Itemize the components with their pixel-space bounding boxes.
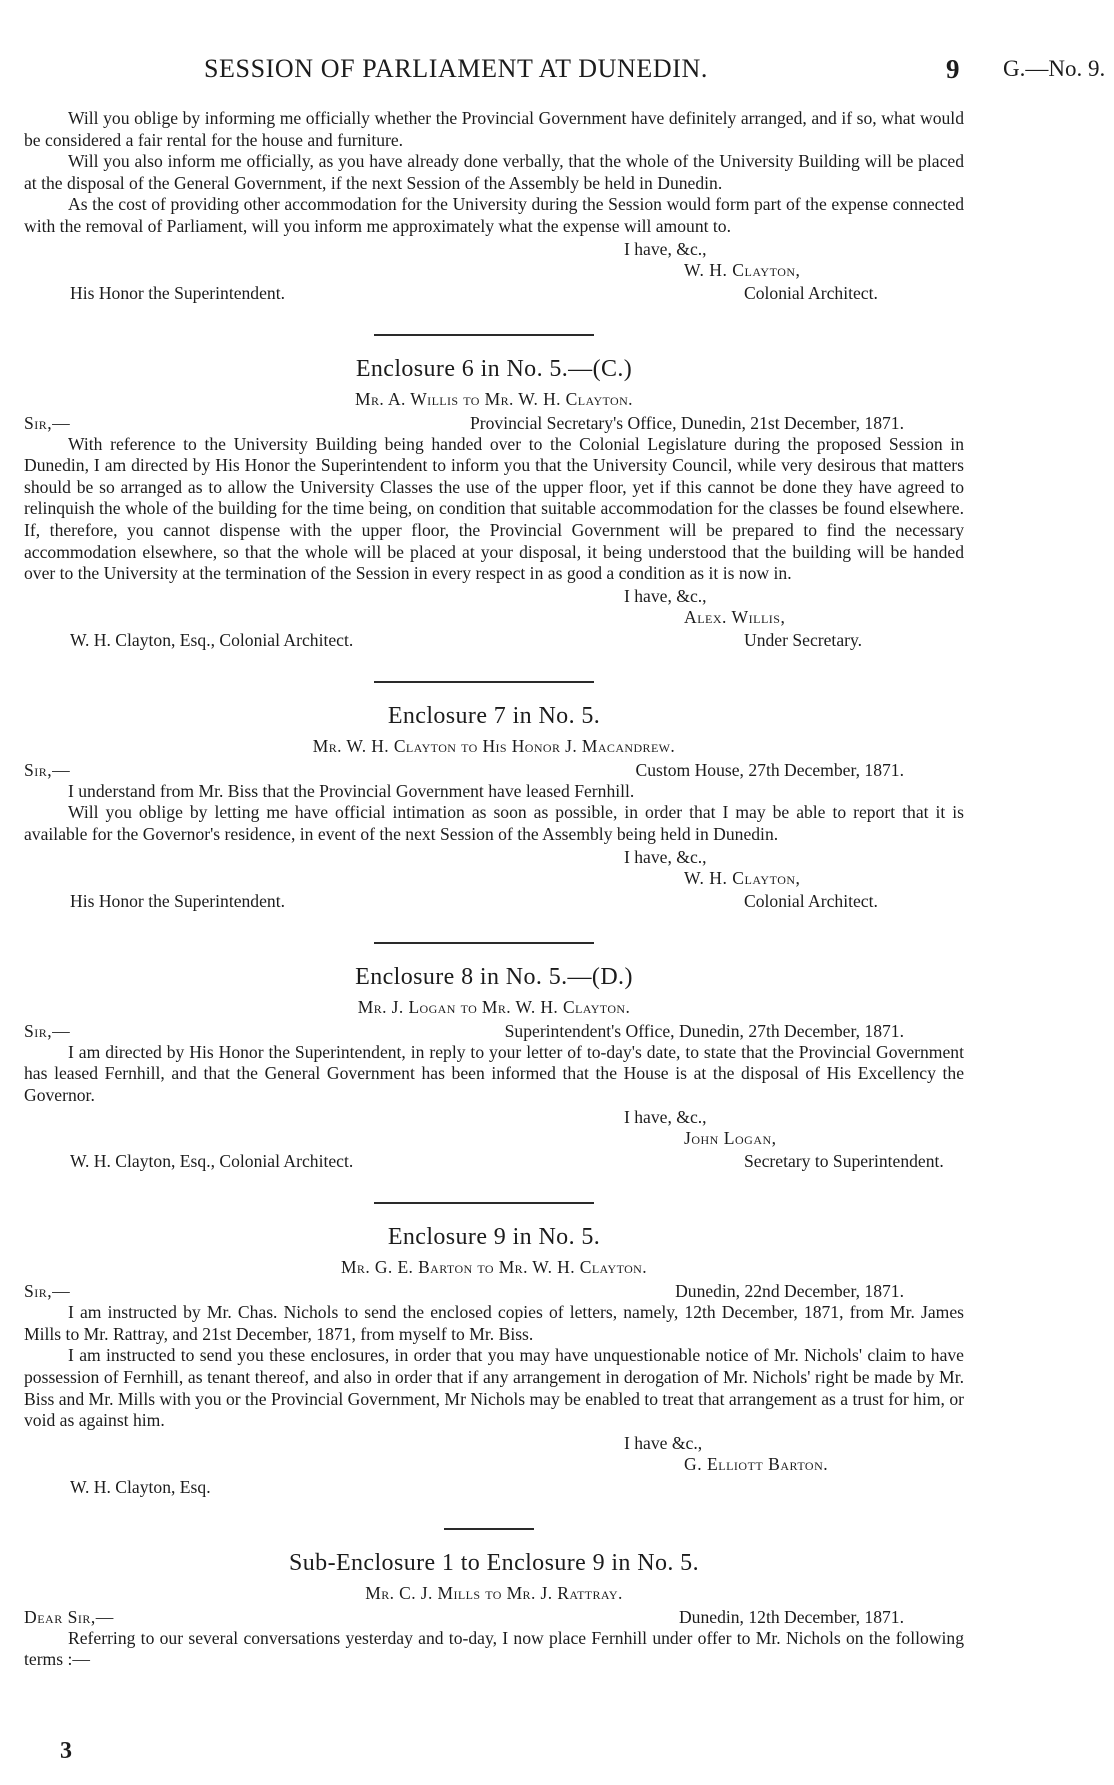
section-divider: [374, 334, 594, 336]
paragraph: As the cost of providing other accommodation for the University during the Session would form part of the expense connected with the removal of Parliament, will you inform me approximately what the expense will amount to.: [24, 194, 964, 236]
salutation-line: [24, 1020, 964, 1042]
opening-letter: [24, 108, 964, 326]
addressee: His Honor the Superintendent.: [70, 282, 285, 303]
paragraph: With reference to the University Building being handed over to the Colonial Legislature during the proposed Session in Dunedin, I am directed by His Honor the Superintendent to inform you that the University Council, while very desirous that matters should be so arranged as to allow the University Classes the use of the upper floor, yet if this cannot be done they have agreed to relinquish the whole of the building for the time being, on condition that suitable accommodation for the classes be found elsewhere. If, therefore, you cannot dispense with the upper floor, the Provincial Government will be prepared to find the necessary accommodation elsewhere, so that the whole will be placed at your disposal, it being understood that the building will be handed over to the University at the termination of the Session in every respect in as good a condition as it is now in.: [24, 433, 964, 584]
enclosure-9: [24, 1222, 964, 1520]
signer-role: Secretary to Superintendent.: [744, 1151, 944, 1172]
salutation-line: [24, 412, 964, 434]
signer-name: W. H. Clayton,: [684, 259, 801, 280]
page-content: [24, 108, 964, 1671]
closing-phrase: I have, &c.,: [624, 238, 707, 259]
salutation-line: [24, 759, 964, 781]
salutation: Sir,—: [24, 412, 71, 433]
enclosure-6: [24, 354, 964, 673]
closing-phrase: I have &c.,: [624, 1432, 703, 1453]
place-date: Dunedin, 22nd December, 1871.: [675, 1281, 904, 1302]
enclosure-title: Enclosure 9 in No. 5.: [387, 1224, 601, 1251]
closing-phrase: I have, &c.,: [624, 846, 707, 867]
sub-enclosure-1: [24, 1548, 964, 1671]
enclosure-title: Sub-Enclosure 1 to Enclosure 9 in No. 5.: [289, 1549, 699, 1576]
closing-phrase: I have, &c.,: [624, 1107, 707, 1128]
signer-role: Colonial Architect.: [744, 282, 878, 303]
paragraph: Will you oblige by informing me officially whether the Provincial Government have definitely arranged, and if so, what would be considered a fair rental for the house and furniture.: [24, 108, 964, 150]
salutation-line: [24, 1606, 964, 1628]
paragraph: Will you oblige by letting me have official intimation as soon as possible, in order that I may be able to report that it is available for the Governor's residence, in event of the next Session of the Assembly being held in Dunedin.: [24, 802, 964, 844]
section-divider: [374, 942, 594, 944]
salutation: Dear Sir,—: [24, 1606, 114, 1627]
addressee: W. H. Clayton, Esq., Colonial Architect.: [70, 1151, 354, 1172]
signoff: [24, 1432, 964, 1520]
salutation: Sir,—: [24, 1020, 71, 1041]
signer-role: Under Secretary.: [744, 629, 863, 650]
enclosure-subtitle: Mr. J. Logan to Mr. W. H. Clayton.: [357, 996, 631, 1017]
place-date: Dunedin, 12th December, 1871.: [678, 1606, 904, 1627]
salutation: Sir,—: [24, 1281, 71, 1302]
page-number: 9: [946, 54, 960, 84]
enclosure-subtitle: Mr. A. Willis to Mr. W. H. Clayton.: [355, 388, 633, 409]
signer-name: W. H. Clayton,: [684, 867, 801, 888]
enclosure-title: Enclosure 7 in No. 5.: [387, 702, 601, 729]
signoff: [24, 1106, 964, 1194]
enclosure-7: [24, 701, 964, 934]
section-divider: [374, 681, 594, 683]
section-divider: [444, 1528, 534, 1530]
signer-role: Colonial Architect.: [744, 890, 878, 911]
section-divider: [374, 1202, 594, 1204]
addressee: His Honor the Superintendent.: [70, 890, 285, 911]
enclosure-subtitle: Mr. C. J. Mills to Mr. J. Rattray.: [365, 1582, 623, 1603]
place-date: Custom House, 27th December, 1871.: [635, 759, 904, 780]
paragraph: I understand from Mr. Biss that the Provincial Government have leased Fernhill.: [68, 780, 635, 801]
salutation-line: [24, 1280, 964, 1302]
paragraph: I am instructed to send you these enclosures, in order that you may have unquestionable notice of Mr. Nichols' claim to have possession of Fernhill, as tenant thereof, and also in order that if any arrangement in derogation of Mr. Nichols' right be made by Mr. Biss and Mr. Mills with you or the Provincial Government, Mr Nichols may be enabled to treat that arrangement as a trust for him, or void as against him.: [24, 1345, 964, 1431]
enclosure-8: [24, 962, 964, 1195]
enclosure-title: Enclosure 8 in No. 5.—(D.): [355, 963, 633, 990]
signoff: [24, 846, 964, 934]
paragraph: Will you also inform me officially, as you have already done verbally, that the whole of the University Building will be placed at the disposal of the General Government, if the next Session of the Assembly be held in Dunedin.: [24, 151, 964, 193]
salutation: Sir,—: [24, 759, 71, 780]
paper-reference: G.—No. 9.: [1003, 56, 1106, 81]
signer-name: John Logan,: [684, 1128, 777, 1149]
addressee: W. H. Clayton, Esq.: [70, 1476, 211, 1497]
paragraph: I am directed by His Honor the Superintendent, in reply to your letter of to-day's date, to state that the Provincial Government has leased Fernhill, and that the General Government has been informed that the House is at the disposal of His Excellency the Governor.: [24, 1041, 964, 1105]
paragraph: Referring to our several conversations yesterday and to-day, I now place Fernhill under offer to Mr. Nichols on the following terms :—: [24, 1627, 964, 1670]
enclosure-subtitle: Mr. W. H. Clayton to His Honor J. Macandrew.: [312, 735, 676, 756]
place-date: Provincial Secretary's Office, Dunedin, 21st December, 1871.: [469, 412, 904, 433]
folio-number: 3: [60, 1738, 72, 1764]
signer-name: G. Elliott Barton.: [684, 1453, 829, 1474]
paragraph: I am instructed by Mr. Chas. Nichols to send the enclosed copies of letters, namely, 12th December, 1871, from Mr. James Mills to Mr. Rattray, and 21st December, 1871, from myself to Mr. Biss.: [24, 1302, 964, 1344]
place-date: Superintendent's Office, Dunedin, 27th December, 1871.: [504, 1020, 904, 1041]
running-title: SESSION OF PARLIAMENT AT DUNEDIN.: [204, 54, 708, 83]
enclosure-title: Enclosure 6 in No. 5.—(C.): [355, 355, 633, 382]
signoff: [24, 238, 964, 326]
enclosure-subtitle: Mr. G. E. Barton to Mr. W. H. Clayton.: [340, 1257, 648, 1278]
closing-phrase: I have, &c.,: [624, 585, 707, 606]
addressee: W. H. Clayton, Esq., Colonial Architect.: [70, 629, 354, 650]
signer-name: Alex. Willis,: [684, 606, 786, 627]
signoff: [24, 585, 964, 673]
running-head: [0, 54, 1114, 90]
